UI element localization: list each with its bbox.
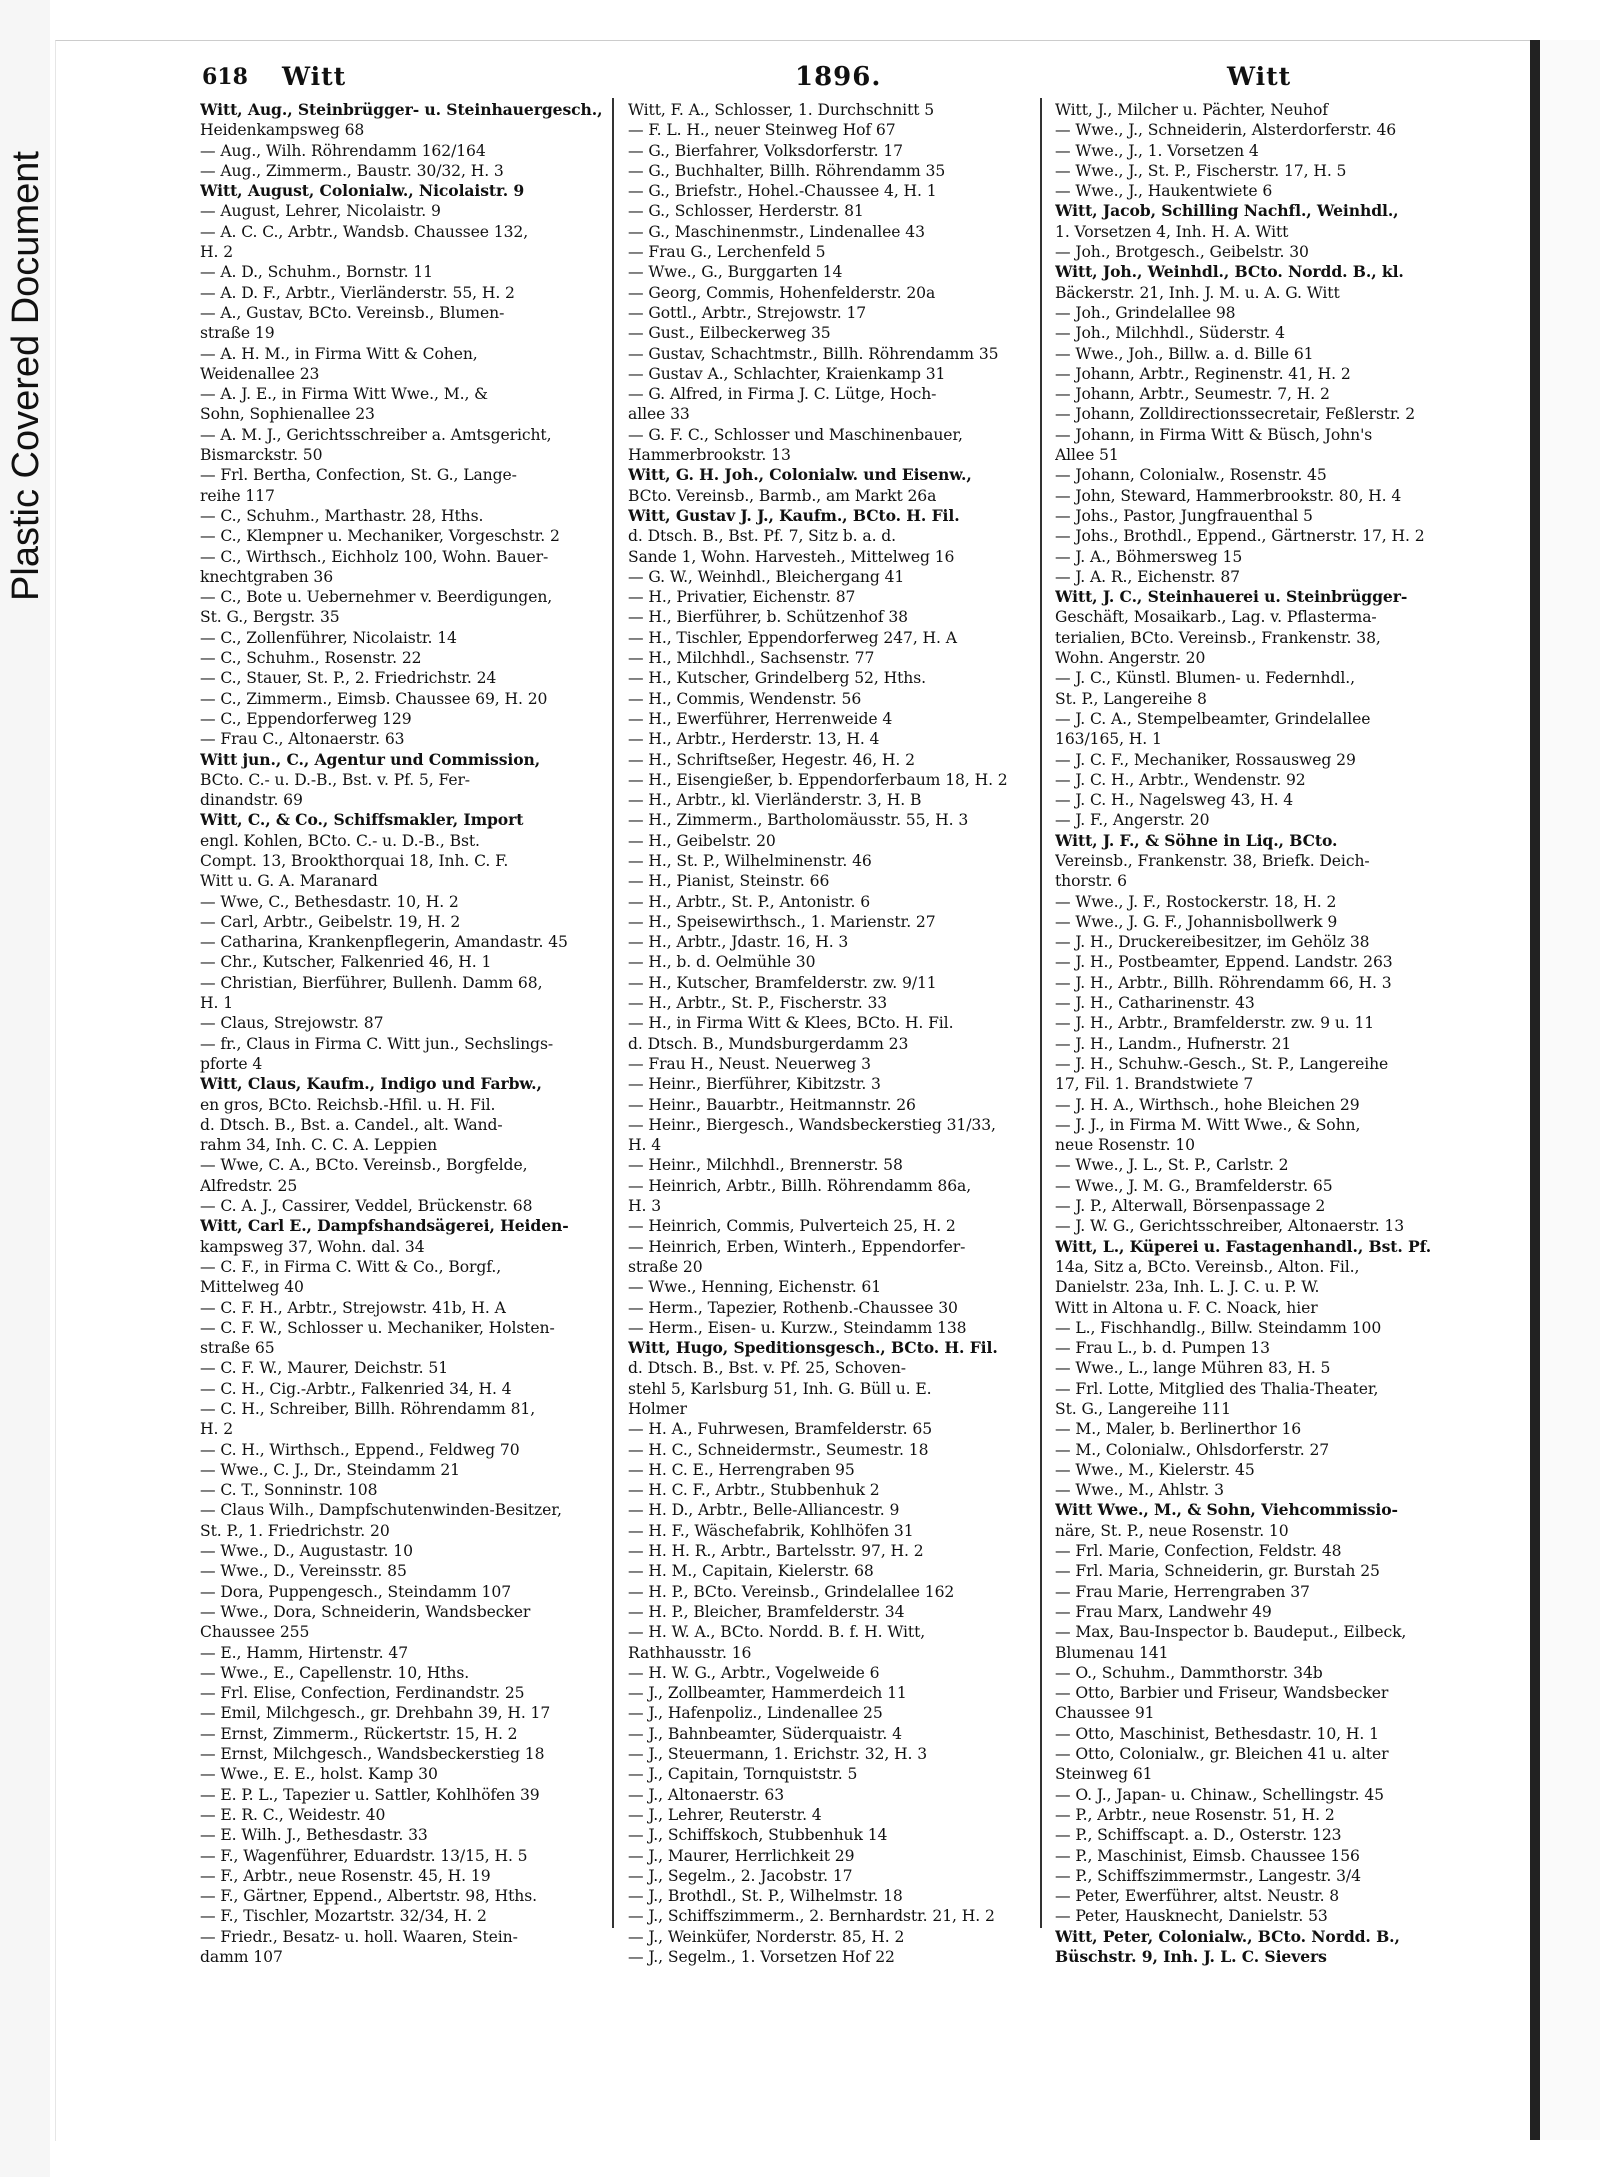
directory-entry-line: Witt, Jacob, Schilling Nachfl., Weinhdl., bbox=[1055, 201, 1399, 221]
directory-entry-line: — H., Eisengießer, b. Eppendorferbaum 18, H. 2 bbox=[628, 770, 1008, 789]
directory-entry-line: — Wwe., M., Kielerstr. 45 bbox=[1055, 1460, 1255, 1479]
directory-entry-line: allee 33 bbox=[628, 405, 690, 424]
directory-entry-line: — O., Schuhm., Dammthorstr. 34b bbox=[1055, 1663, 1323, 1682]
directory-entry-line: — C. H., Cig.-Arbtr., Falkenried 34, H. 4 bbox=[200, 1379, 512, 1398]
directory-entry-line: Bismarckstr. 50 bbox=[200, 446, 323, 465]
directory-entry-line: — Frl. Lotte, Mitglied des Thalia-Theater, bbox=[1055, 1379, 1379, 1398]
directory-entry-line: — Joh., Milchhdl., Süderstr. 4 bbox=[1055, 324, 1285, 343]
directory-entry-line: Heidenkampsweg 68 bbox=[200, 121, 365, 140]
directory-entry-line: Witt, J., Milcher u. Pächter, Neuhof bbox=[1055, 101, 1328, 119]
directory-entry-line: Witt, Joh., Weinhdl., BCto. Nordd. B., kl. bbox=[1055, 262, 1404, 282]
directory-entry-line: — J., Segelm., 2. Jacobstr. 17 bbox=[628, 1866, 853, 1885]
directory-entry-line: — Wwe., D., Vereinsstr. 85 bbox=[200, 1562, 407, 1581]
directory-entry-line: — Gust., Eilbeckerweg 35 bbox=[628, 324, 831, 343]
directory-entry-line: — Wwe., Dora, Schneiderin, Wandsbecker bbox=[200, 1602, 531, 1621]
directory-entry-line: näre, St. P., neue Rosenstr. 10 bbox=[1055, 1521, 1289, 1540]
directory-entry-line: — Wwe., J., Schneiderin, Alsterdorferstr. 46 bbox=[1055, 121, 1397, 140]
directory-entry-line: BCto. Vereinsb., Barmb., am Markt 26a bbox=[628, 486, 937, 505]
directory-entry-line: Witt, Aug., Steinbrügger- u. Steinhauergesch., bbox=[200, 100, 603, 119]
directory-entry-line: — G., Bierfahrer, Volksdorferstr. 17 bbox=[628, 141, 903, 160]
directory-entry-line: St. P., Langereihe 8 bbox=[1055, 689, 1207, 708]
directory-entry-line: — H., Schriftseßer, Hegestr. 46, H. 2 bbox=[628, 750, 915, 769]
directory-entry-line: — H. W. G., Arbtr., Vogelweide 6 bbox=[628, 1663, 880, 1682]
directory-entry-line: — Emil, Milchgesch., gr. Drehbahn 39, H. 17 bbox=[200, 1704, 551, 1723]
directory-entry-line: — Frau C., Altonaerstr. 63 bbox=[200, 730, 405, 749]
directory-entry-line: — H. P., BCto. Vereinsb., Grindelallee 162 bbox=[628, 1582, 955, 1601]
header-right-word: Witt bbox=[1227, 62, 1292, 91]
directory-entry-line: — H., Commis, Wendenstr. 56 bbox=[628, 689, 862, 708]
directory-entry-line: — E., Hamm, Hirtenstr. 47 bbox=[200, 1643, 409, 1662]
directory-entry-line: straße 65 bbox=[200, 1339, 275, 1358]
directory-entry-line: — Dora, Puppengesch., Steindamm 107 bbox=[200, 1582, 512, 1601]
directory-entry-line: — Peter, Ewerführer, altst. Neustr. 8 bbox=[1055, 1887, 1340, 1906]
directory-entry-line: Witt, Gustav J. J., Kaufm., BCto. H. Fil. bbox=[628, 505, 960, 525]
directory-entry-line: Witt, G. H. Joh., Colonialw. und Eisenw., bbox=[628, 465, 972, 485]
directory-entry-line: — Aug., Wilh. Röhrendamm 162/164 bbox=[200, 141, 486, 160]
directory-entry-line: Weidenallee 23 bbox=[200, 364, 320, 383]
directory-entry-line: — J., Steuermann, 1. Erichstr. 32, H. 3 bbox=[628, 1745, 928, 1764]
directory-entry-line: — A. J. E., in Firma Witt Wwe., M., & bbox=[200, 385, 488, 404]
directory-entry-line: — F., Gärtner, Eppend., Albertstr. 98, Hths. bbox=[200, 1887, 538, 1906]
directory-entry-line: — C. F. W., Maurer, Deichstr. 51 bbox=[200, 1359, 449, 1378]
directory-entry-line: — Wwe., Joh., Billw. a. d. Bille 61 bbox=[1055, 344, 1314, 363]
directory-entry-line: — Wwe., J. F., Rostockerstr. 18, H. 2 bbox=[1055, 892, 1337, 911]
directory-entry-line: — Carl, Arbtr., Geibelstr. 19, H. 2 bbox=[200, 912, 461, 931]
directory-entry-line: — C., Wirthsch., Eichholz 100, Wohn. Bauer- bbox=[200, 547, 549, 566]
directory-entry-line: — G. W., Weinhdl., Bleichergang 41 bbox=[628, 567, 905, 586]
directory-entry-line: — Frl. Bertha, Confection, St. G., Lange- bbox=[200, 466, 517, 485]
directory-entry-line: — Frl. Elise, Confection, Ferdinandstr. 25 bbox=[200, 1684, 525, 1703]
directory-entry-line: — H., Ewerführer, Herrenweide 4 bbox=[628, 709, 893, 728]
directory-entry-line: d. Dtsch. B., Bst. v. Pf. 25, Schoven- bbox=[628, 1359, 906, 1378]
scan-spine-margin bbox=[0, 0, 50, 2177]
directory-entry-line: — C., Stauer, St. P., 2. Friedrichstr. 24 bbox=[200, 669, 497, 688]
directory-entry-line: H. 4 bbox=[628, 1136, 662, 1155]
directory-entry-line: — Otto, Colonialw., gr. Bleichen 41 u. alter bbox=[1055, 1745, 1389, 1764]
directory-entry-line: — Heinr., Biergesch., Wandsbeckerstieg 31/33, bbox=[628, 1115, 996, 1134]
directory-entry-line: Allee 51 bbox=[1055, 446, 1119, 465]
directory-entry-line: damm 107 bbox=[200, 1948, 283, 1967]
directory-entry-line: — Frau L., b. d. Pumpen 13 bbox=[1055, 1339, 1270, 1358]
directory-entry-line: — G. F. C., Schlosser und Maschinenbauer, bbox=[628, 425, 963, 444]
directory-entry-line: — H. M., Capitain, Kielerstr. 68 bbox=[628, 1562, 874, 1581]
directory-entry-line: Witt, August, Colonialw., Nicolaistr. 9 bbox=[200, 181, 525, 201]
page-edge-shadow bbox=[1530, 40, 1540, 2140]
directory-entry-line: Witt, Carl E., Dampfshandsägerei, Heiden- bbox=[200, 1216, 569, 1236]
directory-entry-line: — C., Klempner u. Mechaniker, Vorgeschstr. 2 bbox=[200, 527, 560, 546]
directory-entry-line: — Wwe., J., 1. Vorsetzen 4 bbox=[1055, 141, 1259, 160]
directory-entry-line: Vereinsb., Frankenstr. 38, Briefk. Deich- bbox=[1055, 851, 1370, 870]
directory-entry-line: — F. L. H., neuer Steinweg Hof 67 bbox=[628, 121, 896, 140]
directory-entry-line: 14a, Sitz a, BCto. Vereinsb., Alton. Fil., bbox=[1055, 1257, 1360, 1276]
directory-entry-line: — J., Lehrer, Reuterstr. 4 bbox=[628, 1805, 822, 1824]
directory-entry-line: dinandstr. 69 bbox=[200, 791, 303, 810]
directory-entry-line: — August, Lehrer, Nicolaistr. 9 bbox=[200, 202, 441, 221]
directory-entry-line: engl. Kohlen, BCto. C.- u. D.-B., Bst. bbox=[200, 831, 480, 850]
directory-entry-line: — A. H. M., in Firma Witt & Cohen, bbox=[200, 344, 478, 363]
directory-entry-line: — J. C. F., Mechaniker, Rossausweg 29 bbox=[1055, 750, 1356, 769]
page-edge-margin bbox=[1540, 40, 1600, 2140]
directory-entry-line: — J. W. G., Gerichtsschreiber, Altonaerstr. 13 bbox=[1055, 1217, 1405, 1236]
directory-entry-line: — Friedr., Besatz- u. holl. Waaren, Stein- bbox=[200, 1927, 518, 1946]
directory-entry-line: Chaussee 91 bbox=[1055, 1704, 1155, 1723]
directory-entry-line: d. Dtsch. B., Bst. a. Candel., alt. Wand- bbox=[200, 1115, 503, 1134]
directory-entry-line: — Johann, Colonialw., Rosenstr. 45 bbox=[1055, 466, 1327, 485]
directory-entry-line: — J. C. H., Arbtr., Wendenstr. 92 bbox=[1055, 770, 1306, 789]
directory-entry-line: — Joh., Brotgesch., Geibelstr. 30 bbox=[1055, 243, 1309, 262]
directory-entry-line: — Wwe., Henning, Eichenstr. 61 bbox=[628, 1278, 882, 1297]
directory-entry-line: 1. Vorsetzen 4, Inh. H. A. Witt bbox=[1055, 222, 1289, 241]
directory-entry-line: Witt Wwe., M., & Sohn, Viehcommissio- bbox=[1055, 1500, 1398, 1520]
directory-entry-line: — F., Tischler, Mozartstr. 32/34, H. 2 bbox=[200, 1907, 487, 1926]
directory-entry-line: Hammerbrookstr. 13 bbox=[628, 446, 791, 465]
directory-entry-line: — H., Kutscher, Bramfelderstr. zw. 9/11 bbox=[628, 973, 937, 992]
directory-entry-line: — J. H., Arbtr., Bramfelderstr. zw. 9 u. 11 bbox=[1055, 1014, 1375, 1033]
directory-entry-line: — C. F. W., Schlosser u. Mechaniker, Holsten- bbox=[200, 1318, 555, 1337]
directory-entry-line: — H., Privatier, Eichenstr. 87 bbox=[628, 588, 856, 607]
directory-entry-line: — Wwe, C., Bethesdastr. 10, H. 2 bbox=[200, 892, 459, 911]
directory-entry-line: — H. P., Bleicher, Bramfelderstr. 34 bbox=[628, 1602, 905, 1621]
directory-entry-line: — Aug., Zimmerm., Baustr. 30/32, H. 3 bbox=[200, 161, 504, 180]
directory-entry-line: — E. P. L., Tapezier u. Sattler, Kohlhöfen 39 bbox=[200, 1785, 540, 1804]
directory-entry-line: — M., Maler, b. Berlinerthor 16 bbox=[1055, 1420, 1302, 1439]
directory-entry-line: — Wwe., L., lange Mühren 83, H. 5 bbox=[1055, 1359, 1331, 1378]
directory-entry-line: Holmer bbox=[628, 1400, 687, 1418]
directory-entry-line: straße 19 bbox=[200, 324, 275, 343]
directory-entry-line: — H., Zimmerm., Bartholomäusstr. 55, H. 3 bbox=[628, 811, 969, 830]
directory-entry-line: — Frl. Marie, Confection, Feldstr. 48 bbox=[1055, 1542, 1342, 1561]
directory-entry-line: — J. C., Künstl. Blumen- u. Federnhdl., bbox=[1055, 669, 1355, 688]
directory-entry-line: — J., Altonaerstr. 63 bbox=[628, 1785, 785, 1804]
header-left-word: Witt bbox=[282, 62, 347, 91]
directory-entry-line: Witt, J. C., Steinhauerei u. Steinbrügger- bbox=[1055, 587, 1408, 607]
directory-entry-line: — Wwe, C. A., BCto. Vereinsb., Borgfelde, bbox=[200, 1156, 528, 1175]
directory-entry-line: — O. J., Japan- u. Chinaw., Schellingstr. 45 bbox=[1055, 1785, 1385, 1804]
side-label: Plastic Covered Document bbox=[5, 151, 47, 601]
directory-entry-line: Witt, Claus, Kaufm., Indigo und Farbw., bbox=[200, 1074, 542, 1094]
directory-entry-line: — H. C. F., Arbtr., Stubbenhuk 2 bbox=[628, 1481, 880, 1500]
directory-entry-line: — H. W. A., BCto. Nordd. B. f. H. Witt, bbox=[628, 1623, 926, 1642]
directory-entry-line: — Ernst, Milchgesch., Wandsbeckerstieg 18 bbox=[200, 1745, 545, 1764]
directory-entry-line: — H., Arbtr., St. P., Fischerstr. 33 bbox=[628, 994, 888, 1013]
directory-entry-line: — Wwe., J., St. P., Fischerstr. 17, H. 5 bbox=[1055, 161, 1347, 180]
directory-entry-line: — E. Wilh. J., Bethesdastr. 33 bbox=[200, 1826, 428, 1845]
directory-entry-line: — H., Arbtr., Jdastr. 16, H. 3 bbox=[628, 933, 849, 952]
directory-entry-line: — J. H., Druckereibesitzer, im Gehölz 38 bbox=[1055, 933, 1370, 952]
directory-entry-line: Wohn. Angerstr. 20 bbox=[1055, 649, 1206, 668]
directory-entry-line: — H., Arbtr., St. P., Antonistr. 6 bbox=[628, 892, 871, 911]
directory-entry-line: 17, Fil. 1. Brandstwiete 7 bbox=[1055, 1075, 1254, 1094]
directory-entry-line: — C., Schuhm., Rosenstr. 22 bbox=[200, 649, 422, 668]
directory-entry-line: — F., Wagenführer, Eduardstr. 13/15, H. 5 bbox=[200, 1846, 528, 1865]
directory-entry-line: Blumenau 141 bbox=[1055, 1643, 1169, 1662]
directory-entry-line: — Frau G., Lerchenfeld 5 bbox=[628, 243, 826, 262]
directory-entry-line: — H. A., Fuhrwesen, Bramfelderstr. 65 bbox=[628, 1420, 933, 1439]
directory-entry-line: — Wwe., J., Haukentwiete 6 bbox=[1055, 182, 1273, 201]
directory-entry-line: — Herm., Eisen- u. Kurzw., Steindamm 138 bbox=[628, 1318, 967, 1337]
directory-entry-line: — H. H. R., Arbtr., Bartelsstr. 97, H. 2 bbox=[628, 1542, 924, 1561]
directory-entry-line: — H., Speisewirthsch., 1. Marienstr. 27 bbox=[628, 912, 936, 931]
directory-entry-line: — J. H., Schuhw.-Gesch., St. P., Langereihe bbox=[1055, 1054, 1389, 1073]
directory-entry-line: — Johs., Brothdl., Eppend., Gärtnerstr. 17, H. 2 bbox=[1055, 527, 1425, 546]
directory-column-2 bbox=[628, 100, 1068, 1967]
directory-entry-line: — A. C. C., Arbtr., Wandsb. Chaussee 132, bbox=[200, 222, 529, 241]
directory-entry-line: — Frl. Maria, Schneiderin, gr. Burstah 25 bbox=[1055, 1562, 1380, 1581]
directory-entry-line: — Frau H., Neust. Neuerweg 3 bbox=[628, 1054, 871, 1073]
directory-entry-line: — H. D., Arbtr., Belle-Alliancestr. 9 bbox=[628, 1501, 900, 1520]
directory-entry-line: Witt, L., Küperei u. Fastagenhandl., Bst. Pf. bbox=[1055, 1236, 1432, 1256]
directory-entry-line: — H., Milchhdl., Sachsenstr. 77 bbox=[628, 649, 875, 668]
directory-entry-line: — Heinr., Bierführer, Kibitzstr. 3 bbox=[628, 1075, 881, 1094]
directory-entry-line: Sande 1, Wohn. Harvestеh., Mittelweg 16 bbox=[628, 547, 955, 566]
directory-entry-line: — J. H., Catharinenstr. 43 bbox=[1055, 994, 1255, 1013]
directory-entry-line: Compt. 13, Brookthorquai 18, Inh. C. F. bbox=[200, 851, 509, 870]
directory-entry-line: — A. M. J., Gerichtsschreiber a. Amtsgericht, bbox=[200, 425, 552, 444]
directory-entry-line: — G., Schlosser, Herderstr. 81 bbox=[628, 202, 864, 221]
directory-entry-line: — Wwe., J. L., St. P., Carlstr. 2 bbox=[1055, 1156, 1289, 1175]
directory-entry-line: — H. F., Wäschefabrik, Kohlhöfen 31 bbox=[628, 1521, 914, 1540]
page-number: 618 bbox=[202, 64, 248, 90]
directory-entry-line: reihe 117 bbox=[200, 486, 275, 505]
directory-entry-line: — H., in Firma Witt & Klees, BCto. H. Fil. bbox=[628, 1014, 954, 1033]
directory-entry-line: Steinweg 61 bbox=[1055, 1765, 1153, 1784]
directory-entry-line: — P., Arbtr., neue Rosenstr. 51, H. 2 bbox=[1055, 1805, 1335, 1824]
directory-entry-line: — J., Schiffszimmerm., 2. Bernhardstr. 21, H. 2 bbox=[628, 1907, 995, 1926]
directory-entry-line: — Wwe., J. M. G., Bramfelderstr. 65 bbox=[1055, 1176, 1333, 1195]
directory-entry-line: — J., Schiffskoch, Stubbenhuk 14 bbox=[628, 1826, 888, 1845]
directory-entry-line: d. Dtsch. B., Bst. Pf. 7, Sitz b. a. d. bbox=[628, 527, 897, 546]
directory-entry-line: thorstr. 6 bbox=[1055, 872, 1127, 891]
directory-entry-line: — G., Briefstr., Hohel.-Chaussee 4, H. 1 bbox=[628, 182, 937, 201]
directory-entry-line: St. P., 1. Friedrichstr. 20 bbox=[200, 1521, 390, 1540]
directory-entry-line: Chaussee 255 bbox=[200, 1623, 310, 1642]
directory-entry-line: — C., Schuhm., Marthastr. 28, Hths. bbox=[200, 506, 484, 525]
directory-entry-line: — P., Schiffscapt. a. D., Osterstr. 123 bbox=[1055, 1826, 1342, 1845]
directory-entry-line: — C., Eppendorferweg 129 bbox=[200, 709, 412, 728]
directory-entry-line: — Heinr., Bauarbtr., Heitmannstr. 26 bbox=[628, 1095, 916, 1114]
directory-entry-line: — Heinrich, Erben, Winterh., Eppendorfer- bbox=[628, 1237, 966, 1256]
directory-entry-line: — Catharina, Krankenpflegerin, Amandastr. 45 bbox=[200, 933, 568, 952]
directory-entry-line: — C., Zimmerm., Eimsb. Chaussee 69, H. 20 bbox=[200, 689, 548, 708]
directory-entry-line: — J. F., Angerstr. 20 bbox=[1055, 811, 1210, 830]
directory-entry-line: — Frau Marx, Landwehr 49 bbox=[1055, 1602, 1272, 1621]
directory-entry-line: straße 20 bbox=[628, 1257, 703, 1276]
directory-entry-line: — G. Alfred, in Firma J. C. Lütge, Hoch- bbox=[628, 385, 937, 404]
directory-entry-line: — Herm., Tapezier, Rothenb.-Chaussee 30 bbox=[628, 1298, 958, 1317]
directory-entry-line: — C. F., in Firma C. Witt & Co., Borgf., bbox=[200, 1257, 502, 1276]
directory-entry-line: en gros, BCto. Reichsb.-Hfil. u. H. Fil. bbox=[200, 1095, 496, 1114]
directory-entry-line: — Johann, Arbtr., Reginenstr. 41, H. 2 bbox=[1055, 364, 1351, 383]
directory-entry-line: — J. H. A., Wirthsch., hohe Bleichen 29 bbox=[1055, 1095, 1360, 1114]
directory-entry-line: Geschäft, Mosaikarb., Lag. v. Pflasterma- bbox=[1055, 608, 1377, 627]
directory-entry-line: BCto. C.- u. D.-B., Bst. v. Pf. 5, Fer- bbox=[200, 770, 470, 789]
directory-entry-line: — Gustav A., Schlachter, Kraienkamp 31 bbox=[628, 364, 946, 383]
directory-entry-line: Witt, J. F., & Söhne in Liq., BCto. bbox=[1055, 830, 1338, 850]
directory-entry-line: Alfredstr. 25 bbox=[200, 1176, 298, 1195]
directory-entry-line: — fr., Claus in Firma C. Witt jun., Sechslings- bbox=[200, 1034, 554, 1053]
directory-entry-line: — J., Maurer, Herrlichkeit 29 bbox=[628, 1846, 855, 1865]
directory-entry-line: — P., Schiffszimmermstr., Langestr. 3/4 bbox=[1055, 1866, 1361, 1885]
directory-entry-line: — J., Zollbeamter, Hammerdeich 11 bbox=[628, 1684, 907, 1703]
directory-entry-line: — A., Gustav, BCto. Vereinsb., Blumen- bbox=[200, 303, 505, 322]
directory-entry-line: — Joh., Grindelallee 98 bbox=[1055, 303, 1236, 322]
directory-entry-line: — Heinr., Milchhdl., Brennerstr. 58 bbox=[628, 1156, 903, 1175]
header-year: 1896. bbox=[795, 62, 882, 92]
directory-entry-line: Witt, Hugo, Speditionsgesch., BCto. H. Fil. bbox=[628, 1338, 998, 1358]
directory-entry-line: H. 3 bbox=[628, 1197, 662, 1216]
directory-entry-line: Witt, C., & Co., Schiffsmakler, Import bbox=[200, 810, 524, 830]
directory-entry-line: — J. A. R., Eichenstr. 87 bbox=[1055, 567, 1240, 586]
directory-entry-line: — J., Segelm., 1. Vorsetzen Hof 22 bbox=[628, 1948, 895, 1967]
directory-entry-line: — J., Capitain, Tornquiststr. 5 bbox=[628, 1765, 858, 1784]
directory-entry-line: — Heinrich, Commis, Pulverteich 25, H. 2 bbox=[628, 1217, 956, 1236]
directory-entry-line: — H., Bierführer, b. Schützenhof 38 bbox=[628, 608, 908, 627]
directory-entry-line: — Gustav, Schachtmstr., Billh. Röhrendamm 35 bbox=[628, 344, 999, 363]
directory-entry-line: — C. H., Wirthsch., Eppend., Feldweg 70 bbox=[200, 1440, 520, 1459]
directory-entry-line: — Claus, Strejowstr. 87 bbox=[200, 1014, 384, 1033]
directory-entry-line: 163/165, H. 1 bbox=[1055, 730, 1162, 749]
directory-entry-line: — J. J., in Firma M. Witt Wwe., & Sohn, bbox=[1055, 1115, 1361, 1134]
directory-entry-line: neue Rosenstr. 10 bbox=[1055, 1136, 1195, 1155]
directory-entry-line: — H., Arbtr., kl. Vierländerstr. 3, H. B bbox=[628, 791, 922, 810]
directory-entry-line: — H., Arbtr., Herderstr. 13, H. 4 bbox=[628, 730, 880, 749]
directory-entry-line: — Wwe., J. G. F., Johannisbollwerk 9 bbox=[1055, 912, 1338, 931]
directory-entry-line: — H., Tischler, Eppendorferweg 247, H. A bbox=[628, 628, 957, 647]
directory-entry-line: — Peter, Hausknecht, Danielstr. 53 bbox=[1055, 1907, 1328, 1926]
directory-entry-line: — J. H., Landm., Hufnerstr. 21 bbox=[1055, 1034, 1292, 1053]
directory-entry-line: — Wwe., G., Burggarten 14 bbox=[628, 263, 843, 282]
directory-entry-line: — C. H., Schreiber, Billh. Röhrendamm 81, bbox=[200, 1400, 536, 1418]
directory-entry-line: Danielstr. 23a, Inh. L. J. C. u. P. W. bbox=[1055, 1278, 1320, 1297]
directory-entry-line: — Georg, Commis, Hohenfelderstr. 20a bbox=[628, 283, 936, 302]
directory-entry-line: — Johann, Arbtr., Seumestr. 7, H. 2 bbox=[1055, 385, 1330, 404]
directory-entry-line: — C. A. J., Cassirer, Veddel, Brückenstr. 68 bbox=[200, 1197, 533, 1216]
directory-entry-line: — Claus Wilh., Dampfschutenwinden-Besitzer, bbox=[200, 1501, 562, 1520]
directory-entry-line: — E. R. C., Weidestr. 40 bbox=[200, 1805, 386, 1824]
directory-entry-line: — J. C. A., Stempelbeamter, Grindelallee bbox=[1055, 709, 1371, 728]
directory-entry-line: Witt jun., C., Agentur und Commission, bbox=[200, 749, 541, 769]
directory-entry-line: — H. C. E., Herrengraben 95 bbox=[628, 1460, 855, 1479]
directory-entry-line: d. Dtsch. B., Mundsburgerdamm 23 bbox=[628, 1034, 909, 1053]
directory-entry-line: terialien, BCto. Vereinsb., Frankenstr. 38, bbox=[1055, 628, 1381, 647]
directory-entry-line: — Johann, in Firma Witt & Büsch, John's bbox=[1055, 425, 1373, 444]
directory-entry-line: knechtgraben 36 bbox=[200, 567, 334, 586]
directory-entry-line: Rathhausstr. 16 bbox=[628, 1643, 752, 1662]
directory-entry-line: — J. C. H., Nagelsweg 43, H. 4 bbox=[1055, 791, 1294, 810]
directory-entry-line: — F., Arbtr., neue Rosenstr. 45, H. 19 bbox=[200, 1866, 491, 1885]
directory-entry-line: — H., Kutscher, Grindelberg 52, Hths. bbox=[628, 669, 926, 688]
directory-entry-line: — G., Buchhalter, Billh. Röhrendamm 35 bbox=[628, 161, 946, 180]
directory-entry-line: — Heinrich, Arbtr., Billh. Röhrendamm 86a, bbox=[628, 1176, 972, 1195]
directory-entry-line: — J., Brothdl., St. P., Wilhelmstr. 18 bbox=[628, 1887, 903, 1906]
directory-entry-line: — Wwe., C. J., Dr., Steindamm 21 bbox=[200, 1460, 460, 1479]
directory-entry-line: — L., Fischhandlg., Billw. Steindamm 100 bbox=[1055, 1318, 1382, 1337]
directory-entry-line: — H., Geibelstr. 20 bbox=[628, 831, 776, 850]
directory-entry-line: — J. H., Arbtr., Billh. Röhrendamm 66, H. 3 bbox=[1055, 973, 1392, 992]
directory-entry-line: — J., Hafenpoliz., Lindenallee 25 bbox=[628, 1704, 883, 1723]
directory-entry-line: — Wwe., E., Capellenstr. 10, Hths. bbox=[200, 1663, 470, 1682]
directory-entry-line: pforte 4 bbox=[200, 1054, 263, 1073]
directory-entry-line: — Max, Bau-Inspector b. Baudeput., Eilbeck, bbox=[1055, 1623, 1407, 1642]
directory-entry-line: — M., Colonialw., Ohlsdorferstr. 27 bbox=[1055, 1440, 1330, 1459]
directory-entry-line: — C., Bote u. Uebernehmer v. Beerdigungen, bbox=[200, 588, 553, 607]
directory-entry-line: — C., Zollenführer, Nicolaistr. 14 bbox=[200, 628, 457, 647]
directory-entry-line: — A. D. F., Arbtr., Vierländerstr. 55, H. 2 bbox=[200, 283, 515, 302]
directory-column-3 bbox=[1055, 100, 1495, 1967]
directory-entry-line: Büschstr. 9, Inh. J. L. C. Sievers bbox=[1055, 1947, 1327, 1967]
directory-entry-line: — A. D., Schuhm., Bornstr. 11 bbox=[200, 263, 433, 282]
directory-entry-line: Witt in Altona u. F. C. Noack, hier bbox=[1055, 1298, 1318, 1317]
directory-entry-line: Witt, F. A., Schlosser, 1. Durchschnitt 5 bbox=[628, 101, 935, 119]
directory-entry-line: — G., Maschinenmstr., Lindenallee 43 bbox=[628, 222, 925, 241]
directory-entry-line: — H., b. d. Oelmühle 30 bbox=[628, 953, 816, 972]
directory-entry-line: — Johs., Pastor, Jungfrauenthal 5 bbox=[1055, 506, 1313, 525]
directory-entry-line: — Chr., Kutscher, Falkenried 46, H. 1 bbox=[200, 953, 492, 972]
directory-entry-line: — Wwe., D., Augustastr. 10 bbox=[200, 1542, 413, 1561]
directory-entry-line: — Ernst, Zimmerm., Rückertstr. 15, H. 2 bbox=[200, 1724, 518, 1743]
directory-entry-line: — John, Steward, Hammerbrookstr. 80, H. 4 bbox=[1055, 486, 1402, 505]
directory-entry-line: — Christian, Bierführer, Bullenh. Damm 68, bbox=[200, 973, 543, 992]
directory-entry-line: — H., St. P., Wilhelminenstr. 46 bbox=[628, 851, 872, 870]
directory-entry-line: — Gottl., Arbtr., Strejowstr. 17 bbox=[628, 303, 867, 322]
directory-entry-line: — C. F. H., Arbtr., Strejowstr. 41b, H. A bbox=[200, 1298, 506, 1317]
directory-entry-line: — Johann, Zolldirectionssecretair, Feßlerstr. 2 bbox=[1055, 405, 1416, 424]
directory-entry-line: — J. H., Postbeamter, Eppend. Landstr. 263 bbox=[1055, 953, 1393, 972]
directory-entry-line: Witt, Peter, Colonialw., BCto. Nordd. B., bbox=[1055, 1926, 1400, 1946]
directory-entry-line: — Otto, Barbier und Friseur, Wandsbecker bbox=[1055, 1684, 1389, 1703]
directory-entry-line: — C. T., Sonninstr. 108 bbox=[200, 1481, 378, 1500]
directory-entry-line: — H. C., Schneidermstr., Seumestr. 18 bbox=[628, 1440, 929, 1459]
directory-entry-line: — Wwe., E. E., holst. Kamp 30 bbox=[200, 1765, 438, 1784]
directory-entry-line: — Frau Marie, Herrengraben 37 bbox=[1055, 1582, 1310, 1601]
page-header bbox=[147, 62, 1527, 98]
directory-entry-line: — J., Weinküfer, Norderstr. 85, H. 2 bbox=[628, 1927, 905, 1946]
directory-entry-line: — J., Bahnbeamter, Süderquaistr. 4 bbox=[628, 1724, 902, 1743]
directory-entry-line: Mittelweg 40 bbox=[200, 1278, 304, 1297]
directory-entry-line: H. 1 bbox=[200, 994, 234, 1013]
directory-entry-line: rahm 34, Inh. C. C. A. Leppien bbox=[200, 1136, 438, 1155]
directory-entry-line: — Wwe., M., Ahlstr. 3 bbox=[1055, 1481, 1224, 1500]
directory-entry-line: Bäckerstr. 21, Inh. J. M. u. A. G. Witt bbox=[1055, 283, 1340, 302]
directory-entry-line: St. G., Langereihe 111 bbox=[1055, 1400, 1232, 1418]
directory-entry-line: — P., Maschinist, Eimsb. Chaussee 156 bbox=[1055, 1846, 1360, 1865]
directory-entry-line: kampsweg 37, Wohn. dal. 34 bbox=[200, 1237, 425, 1256]
directory-column-1 bbox=[200, 100, 640, 1967]
directory-entry-line: St. G., Bergstr. 35 bbox=[200, 608, 340, 627]
directory-entry-line: H. 2 bbox=[200, 243, 234, 262]
directory-entry-line: — H., Pianist, Steinstr. 66 bbox=[628, 872, 830, 891]
directory-entry-line: Sohn, Sophienallee 23 bbox=[200, 405, 375, 424]
directory-entry-line: stehl 5, Karlsburg 51, Inh. G. Büll u. E. bbox=[628, 1379, 932, 1398]
directory-entry-line: Witt u. G. A. Maranard bbox=[200, 872, 378, 891]
directory-entry-line: — J. A., Böhmersweg 15 bbox=[1055, 547, 1243, 566]
directory-entry-line: H. 2 bbox=[200, 1420, 234, 1439]
directory-entry-line: — Otto, Maschinist, Bethesdastr. 10, H. 1 bbox=[1055, 1724, 1379, 1743]
directory-entry-line: — J. P., Alterwall, Börsenpassage 2 bbox=[1055, 1197, 1326, 1216]
